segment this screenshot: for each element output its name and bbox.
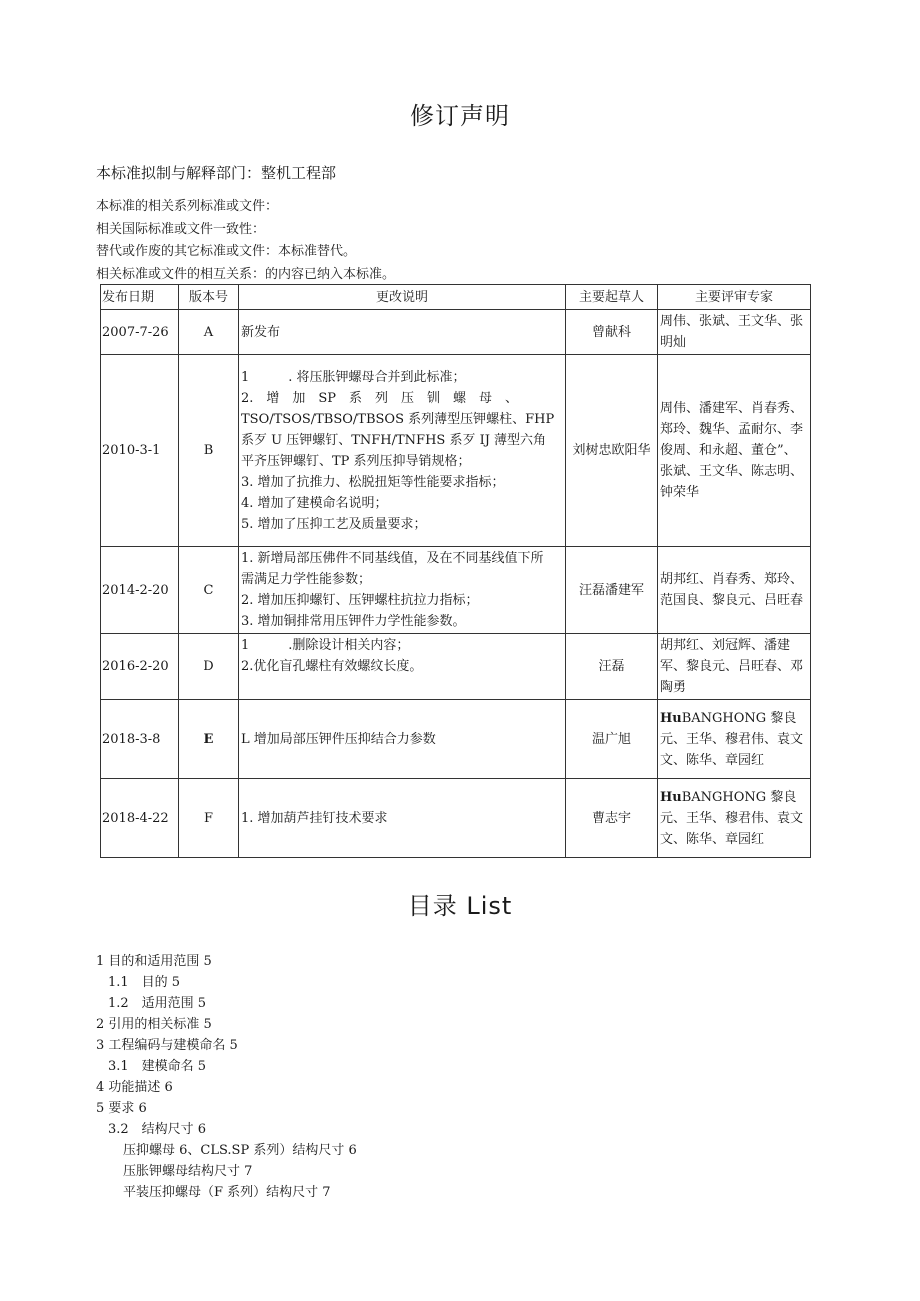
experts-name-prefix: Hu	[660, 710, 682, 726]
toc-item[interactable]: 3.1 建模命名 5	[108, 1059, 207, 1074]
row-author: 温广旭	[566, 700, 658, 779]
row-experts: 胡邦红、刘冠辉、潘建军、黎良元、吕旺春、邓陶勇	[658, 634, 811, 700]
toc-item[interactable]: 压胀钾螺母结构尺寸 7	[123, 1164, 253, 1179]
toc-item[interactable]: 3 工程编码与建模命名 5	[96, 1038, 238, 1053]
row-author: 汪磊	[566, 634, 658, 700]
row-description	[239, 634, 566, 700]
row-date: 2007-7-26	[101, 310, 179, 355]
row-version: A	[179, 310, 239, 355]
description-line: TSO/TSOS/TBSO/TBSOS 系列薄型压钾螺柱、FHP	[241, 411, 555, 427]
revision-statement-title: 修订声明	[410, 102, 510, 130]
header-change-description: 更改说明	[239, 285, 566, 310]
row-experts	[658, 779, 811, 858]
row-version: B	[179, 355, 239, 547]
table-row	[101, 310, 811, 355]
info-line-replaced-standards: 替代或作废的其它标准或文件：本标准替代。	[96, 244, 357, 259]
description-line: 3. 增加铜排常用压钾件力学性能参数。	[241, 614, 466, 629]
table-row	[101, 700, 811, 779]
related-standards-info	[96, 196, 395, 286]
description-line: 1. 增加葫芦挂钉技术要求	[241, 810, 388, 826]
table-of-contents-title: 目录 List	[407, 892, 513, 920]
header-release-date: 发布日期	[101, 285, 179, 310]
row-description	[239, 547, 566, 634]
table-row	[101, 634, 811, 700]
row-date: 2014-2-20	[101, 547, 179, 634]
table-of-contents	[96, 951, 357, 1203]
experts-name-prefix: Hu	[660, 789, 682, 805]
revision-history-table	[100, 284, 811, 858]
table-row	[101, 547, 811, 634]
toc-item[interactable]: 压抑螺母 6、CLS.SP 系列）结构尺寸 6	[123, 1143, 357, 1158]
toc-item[interactable]: 1 目的和适用范围 5	[96, 954, 212, 969]
row-version: F	[179, 779, 239, 858]
description-line: 系歹 U 压钾螺钉、TNFH/TNFHS 系歹 IJ 薄型六角	[241, 432, 547, 448]
info-line-international-consistency: 相关国际标准或文件一致性：	[96, 221, 266, 237]
description-line: 5. 增加了压抑工艺及质量要求；	[241, 516, 427, 532]
experts-names: BANGHONG 黎良元、王华、穆君伟、袁文文、陈华、章园红	[660, 710, 804, 768]
header-version: 版本号	[179, 285, 239, 310]
description-line: 1. 新增局部压佛件不同基线值，及在不同基线值下所	[241, 551, 544, 566]
row-date: 2018-3-8	[101, 700, 179, 779]
toc-item[interactable]: 4 功能描述 6	[96, 1080, 173, 1095]
toc-item[interactable]: 1.2 适用范围 5	[108, 996, 207, 1011]
header-main-reviewers: 主要评审专家	[658, 285, 811, 310]
description-line: 2.优化盲孔螺柱有效螺纹长度。	[241, 659, 423, 674]
toc-item[interactable]: 3.2 结构尺寸 6	[108, 1122, 207, 1137]
table-row	[101, 355, 811, 547]
description-line: 4. 增加了建模命名说明；	[241, 495, 388, 511]
toc-item[interactable]: 1.1 目的 5	[108, 975, 181, 990]
row-description	[239, 779, 566, 858]
row-version: E	[179, 700, 239, 779]
toc-item[interactable]: 平装压抑螺母（F 系列）结构尺寸 7	[123, 1185, 331, 1200]
description-line: 1 . 将压胀钾螺母合并到此标准；	[241, 369, 466, 385]
row-description	[239, 310, 566, 355]
row-experts: 周伟、潘建军、肖春秀、郑玲、魏华、孟耐尔、李俊周、和永超、董仓”、张斌、王文华、陈志明、钟荣华	[658, 355, 811, 547]
row-description	[239, 700, 566, 779]
description-line: 2. 增加压抑螺钉、压钾螺柱抗拉力指标；	[241, 593, 479, 608]
row-date: 2010-3-1	[101, 355, 179, 547]
row-version: C	[179, 547, 239, 634]
table-header-row	[101, 285, 811, 310]
toc-item[interactable]: 2 引用的相关标准 5	[96, 1017, 212, 1032]
header-main-drafter: 主要起草人	[566, 285, 658, 310]
description-line: 需满足力学性能参数；	[241, 572, 372, 587]
description-line: 3. 增加了抗推力、松脱扭矩等性能要求指标；	[241, 474, 505, 490]
row-date: 2016-2-20	[101, 634, 179, 700]
description-line: 2. 增 加 SP 系 列 压 钏 螺 母 、	[241, 390, 519, 406]
row-author: 刘树忠欧阳华	[566, 355, 658, 547]
row-experts: 周伟、张斌、王文华、张明灿	[658, 310, 811, 355]
info-line-related-series: 本标准的相关系列标准或文件：	[96, 199, 279, 214]
row-description	[239, 355, 566, 547]
row-author: 曹志宇	[566, 779, 658, 858]
info-line-mutual-relations: 相关标准或文件的相互关系：的内容已纳入本标准。	[96, 266, 396, 282]
row-experts: 胡邦红、肖春秀、郑玲、范国良、黎良元、吕旺春	[658, 547, 811, 634]
toc-item[interactable]: 5 要求 6	[96, 1101, 147, 1116]
description-line: L 增加局部压钾件压抑结合力参数	[241, 731, 436, 747]
description-line: 1 .删除设计相关内容；	[241, 638, 410, 653]
row-experts	[658, 700, 811, 779]
description-line: 平齐压钾螺钉、TP 系列压抑导销规格；	[241, 453, 471, 469]
row-version: D	[179, 634, 239, 700]
table-row	[101, 779, 811, 858]
department-line: 本标准拟制与解释部门：整机工程部	[96, 164, 337, 182]
experts-names: BANGHONG 黎良元、王华、穆君伟、袁文文、陈华、章园红	[660, 789, 804, 847]
description-line: 新发布	[241, 324, 281, 340]
row-author: 汪磊潘建军	[566, 547, 658, 634]
row-author: 曾献科	[566, 310, 658, 355]
row-date: 2018-4-22	[101, 779, 179, 858]
